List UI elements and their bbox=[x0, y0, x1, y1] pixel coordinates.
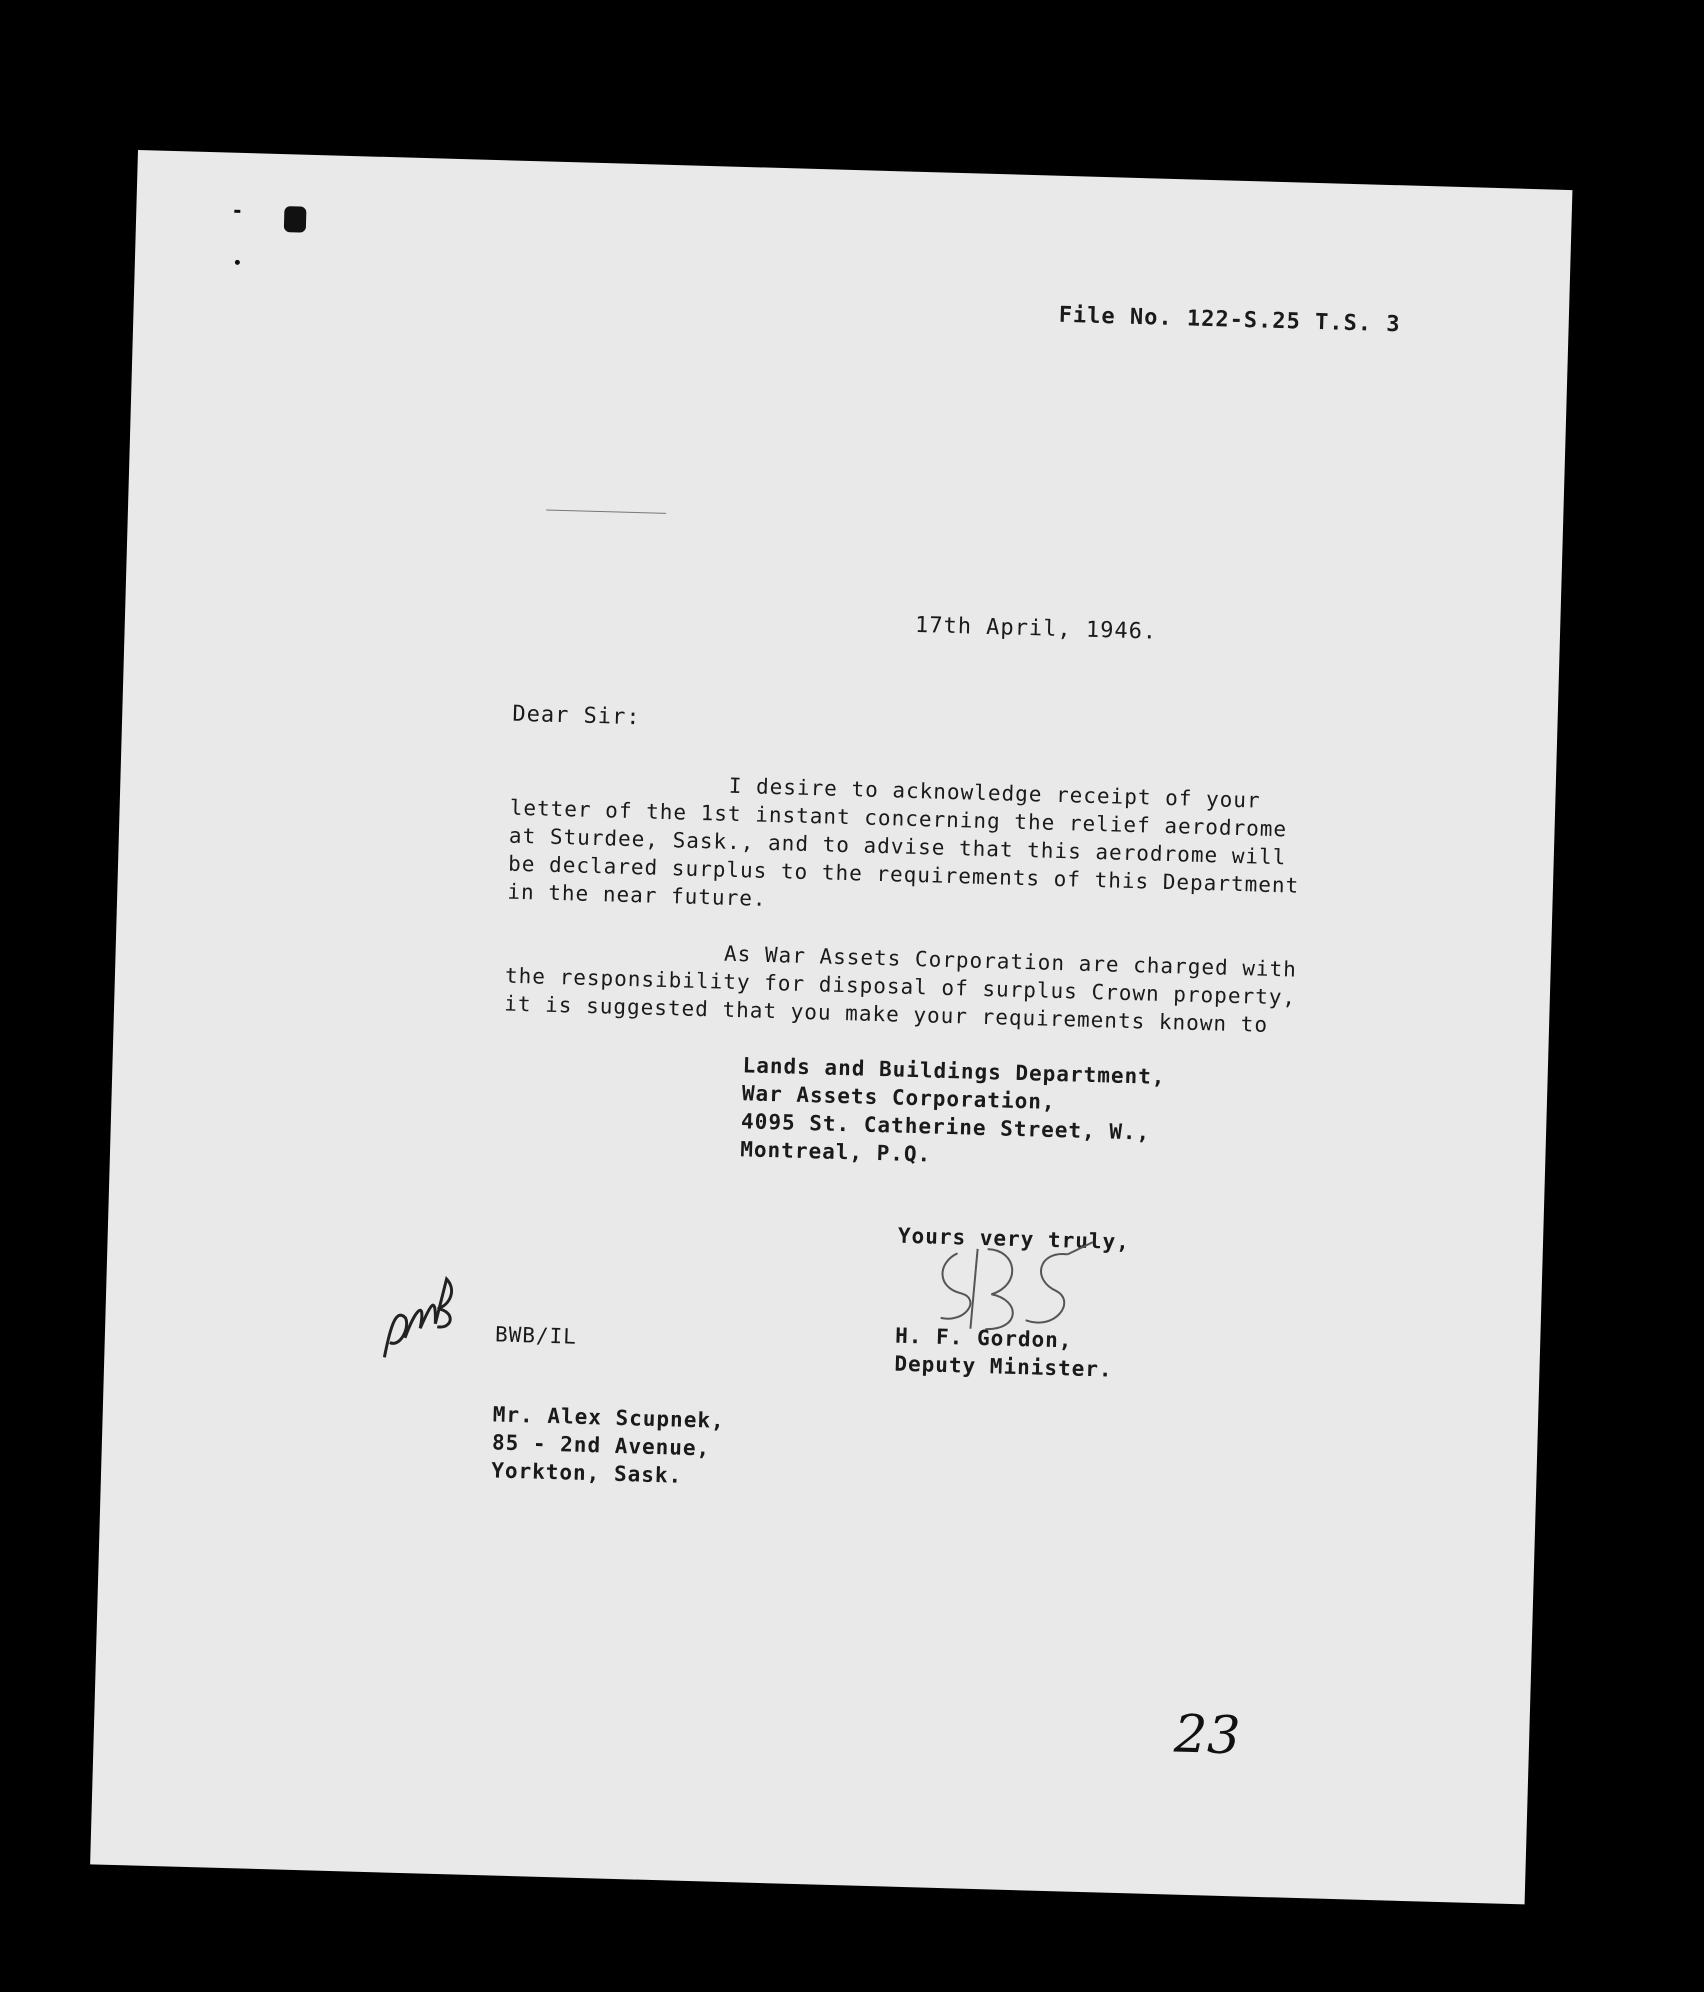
address-block: Lands and Buildings Department, War Assets Corporation, 4095 St. Catherine Street, W., Montreal, P.Q. bbox=[740, 1053, 1166, 1167]
letter-date: 17th April, 1946. bbox=[914, 612, 1158, 645]
reference-initials: BWB/IL bbox=[494, 1322, 578, 1349]
recipient-address: Mr. Alex Scupnek, 85 - 2nd Avenue, Yorkton, Sask. bbox=[490, 1402, 726, 1488]
signer-block: H. F. Gordon, Deputy Minister. bbox=[894, 1323, 1113, 1382]
letter-page bbox=[90, 150, 1572, 1904]
handwritten-initials bbox=[374, 1267, 467, 1369]
file-number: File No. 122-S.25 T.S. 3 bbox=[1058, 302, 1401, 338]
salutation: Dear Sir: bbox=[512, 701, 641, 731]
divider-line bbox=[546, 510, 666, 514]
punch-mark-dot bbox=[234, 210, 240, 213]
body-paragraph-1: I desire to acknowledge receipt of your letter of the 1st instant concerning the relief aerodrome at Sturdee, Sask., and to advise that this aerodrome will be declared surplus to the requirements of this Department in the near future. bbox=[507, 767, 1300, 911]
body-paragraph-2: As War Assets Corporation are charged with the responsibility for disposal of surplus Crown property, it is suggested that you make your requirements known to bbox=[503, 935, 1298, 1037]
handwritten-page-number: 23 bbox=[1173, 1704, 1242, 1767]
punch-mark-dot bbox=[235, 260, 240, 265]
closing: Yours very truly, bbox=[897, 1223, 1131, 1255]
punch-mark bbox=[284, 206, 307, 233]
